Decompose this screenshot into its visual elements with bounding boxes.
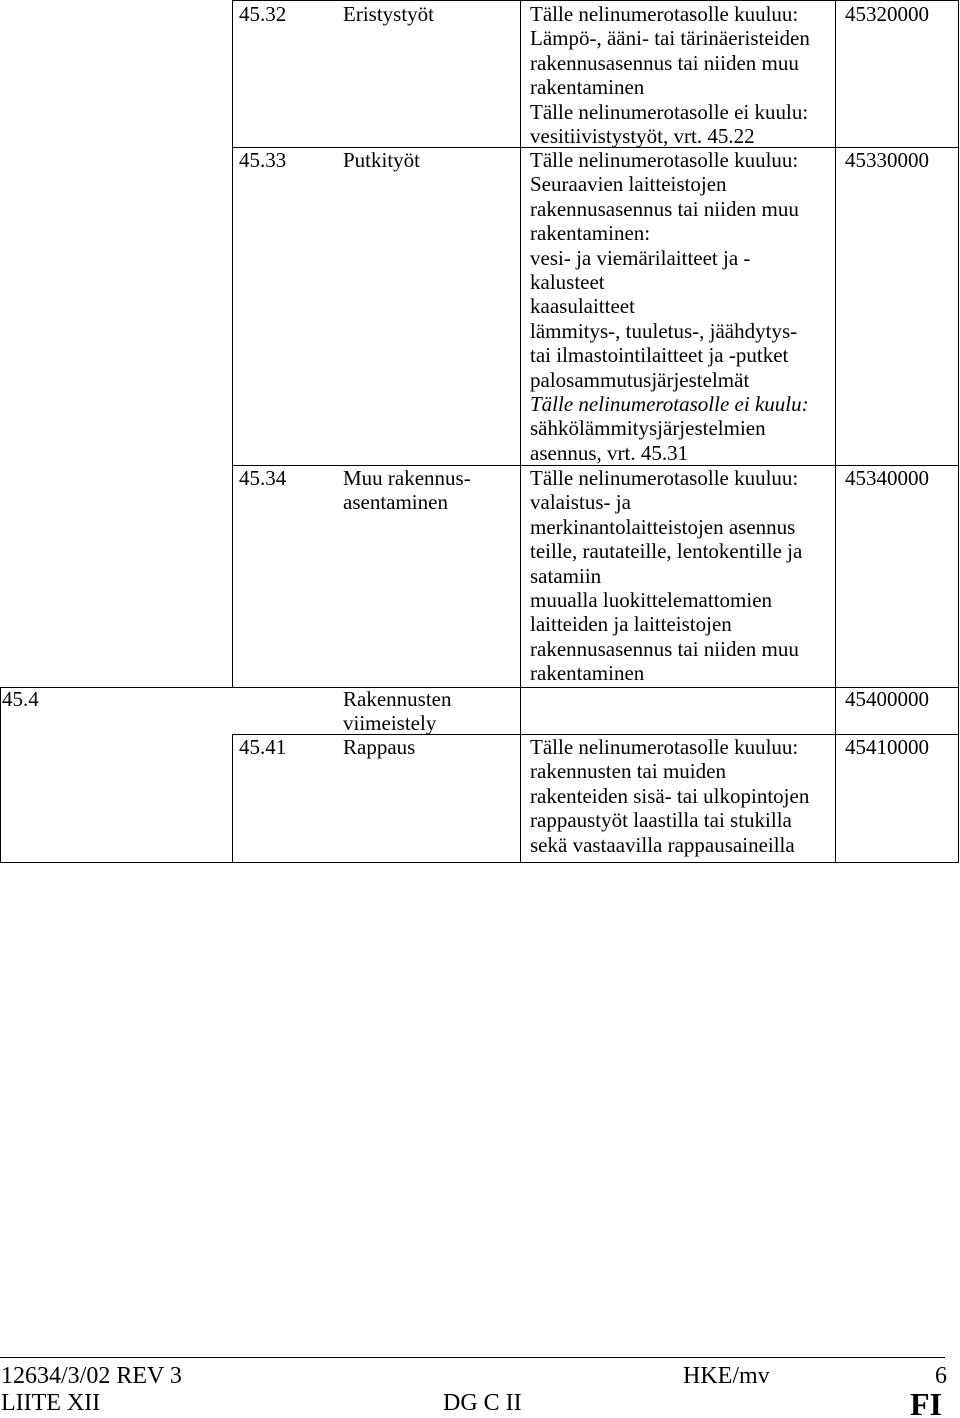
comment-line: tai ilmastointilaitteet ja -putket (530, 343, 789, 368)
description (343, 2, 434, 26)
comment-line: Tälle nelinumerotasolle ei kuulu: (530, 99, 809, 124)
comment-line: asennus, vrt. 45.31 (530, 440, 689, 465)
comments (530, 2, 810, 148)
class-code: 45.32 (239, 2, 287, 26)
class-code: 45.33 (239, 148, 287, 172)
group-code: 45.4 (2, 687, 39, 711)
table-row (0, 2, 960, 148)
directorate-label: DG C II (443, 1390, 522, 1416)
description (343, 735, 415, 759)
comments (530, 148, 809, 465)
class-code: 45.34 (239, 466, 287, 490)
page-number: 6 (935, 1363, 947, 1389)
comment-line: laitteiden ja laitteistojen (530, 612, 732, 637)
comments (530, 466, 802, 686)
comment-line: Tälle nelinumerotasolle kuuluu: (530, 148, 799, 172)
author-initials: HKE/mv (683, 1363, 770, 1389)
comment-line: merkinantolaitteistojen asennus (530, 514, 796, 539)
comment-line: Tälle nelinumerotasolle ei kuulu: (530, 391, 809, 416)
comment-line: sekä vastaavilla rappausaineilla (530, 832, 795, 857)
comment-line: Tälle nelinumerotasolle kuuluu: (530, 466, 799, 490)
description (343, 148, 420, 172)
footer-rule (0, 1357, 945, 1358)
comment-line: sähkölämmitysjärjestelmien (530, 416, 766, 441)
comment-line: rakentaminen (530, 661, 645, 686)
comment-line: rakennusasennus tai niiden muu (530, 50, 799, 75)
comment-line: lämmitys-, tuuletus-, jäähdytys- (530, 318, 798, 343)
comment-line: valaistus- ja (530, 490, 631, 515)
comment-line: Tälle nelinumerotasolle kuuluu: (530, 2, 799, 26)
description-line: viimeistely (343, 711, 437, 736)
comment-line: rakennusasennus tai niiden muu (530, 636, 799, 661)
comment-line: Lämpö-, ääni- tai tärinäeristeiden (530, 26, 810, 51)
description-line: asentaminen (343, 490, 448, 515)
cpv-code: 45400000 (845, 687, 929, 711)
comment-line: teille, rautateille, lentokentille ja (530, 539, 803, 564)
comments (530, 735, 809, 857)
comment-line: Seuraavien laitteistojen (530, 172, 727, 197)
class-code: 45.41 (239, 735, 287, 759)
comment-line: muualla luokittelemattomien (530, 587, 773, 612)
comment-line: rappaustyöt laastilla tai stukilla (530, 808, 792, 833)
document-reference: 12634/3/02 REV 3 (1, 1363, 182, 1389)
cpv-code: 45340000 (845, 466, 929, 490)
comment-line: rakentaminen: (530, 221, 651, 246)
comment-line: rakentaminen (530, 75, 645, 100)
comment-line: vesi- ja viemärilaitteet ja - (530, 245, 751, 270)
description (343, 466, 471, 515)
comment-line: rakennusten tai muiden (530, 759, 726, 784)
comment-line: Tälle nelinumerotasolle kuuluu: (530, 735, 799, 759)
comment-line: vesitiivistystyöt, vrt. 45.22 (530, 123, 755, 148)
description-line: Rappaus (343, 735, 416, 759)
description-line: Rakennusten (343, 687, 452, 711)
description (343, 687, 451, 736)
table-row (0, 735, 960, 862)
comment-line: kaasulaitteet (530, 294, 635, 319)
comment-line: rakennusasennus tai niiden muu (530, 196, 799, 221)
annex-label: LIITE XII (1, 1390, 101, 1416)
comment-line: palosammutusjärjestelmät (530, 367, 750, 392)
table-row (0, 148, 960, 465)
cpv-code: 45330000 (845, 148, 929, 172)
comment-line: kalusteet (530, 269, 605, 294)
description-line: Putkityöt (343, 148, 421, 172)
cpv-code: 45410000 (845, 735, 929, 759)
comment-line: rakenteiden sisä- tai ulkopintojen (530, 783, 810, 808)
description-line: Muu rakennus- (343, 466, 471, 490)
table-row (0, 687, 960, 734)
cpv-code: 45320000 (845, 2, 929, 26)
language-code: FI (910, 1386, 942, 1418)
description-line: Eristystyöt (343, 2, 435, 26)
comment-line: satamiin (530, 563, 602, 588)
table-row (0, 466, 960, 687)
